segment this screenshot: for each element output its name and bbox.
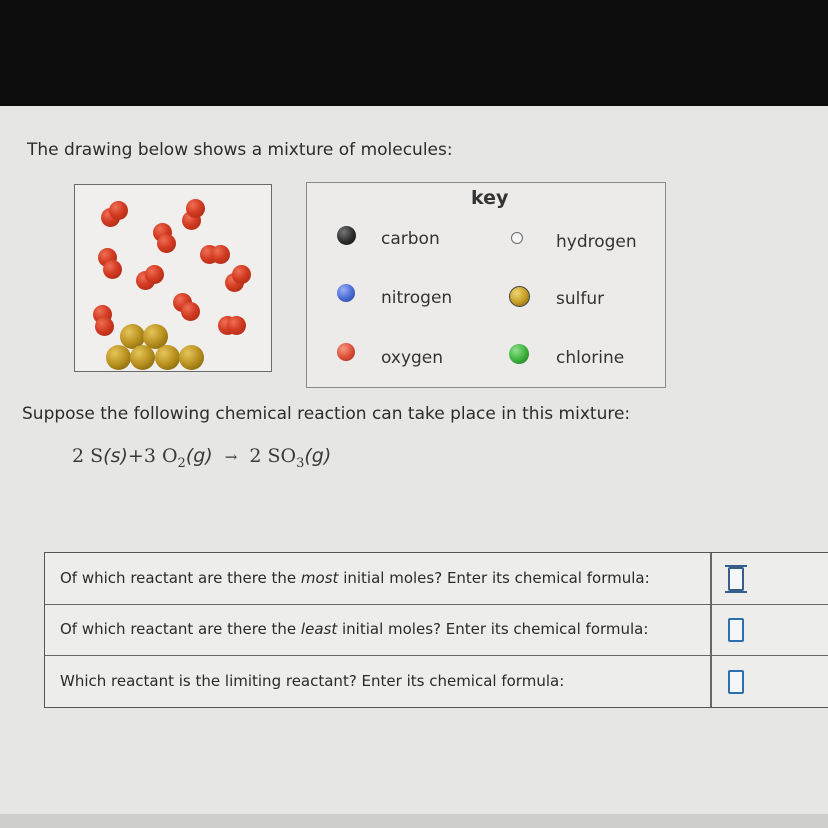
column-divider bbox=[710, 553, 712, 604]
oxygen-atom bbox=[211, 245, 230, 264]
oxygen-atom bbox=[186, 199, 205, 218]
molecule-mixture-drawing bbox=[74, 184, 272, 372]
sulfur-atom bbox=[179, 345, 204, 370]
sulfur-coefficient: 2 S bbox=[72, 445, 104, 467]
question-most-text: Of which reactant are there the most initial moles? Enter its chemical formula: bbox=[60, 569, 650, 587]
answer-row-most bbox=[45, 553, 828, 605]
product-coefficient: 2 SO bbox=[249, 445, 297, 467]
key-label-oxygen: oxygen bbox=[381, 348, 444, 368]
reaction-arrow-icon: → bbox=[224, 448, 238, 466]
chemical-equation bbox=[72, 445, 331, 471]
key-legend bbox=[306, 182, 666, 388]
key-label-nitrogen: nitrogen bbox=[381, 288, 453, 308]
oxygen-atom bbox=[145, 265, 164, 284]
oxygen-atom bbox=[232, 265, 251, 284]
bottom-strip bbox=[0, 814, 828, 828]
oxygen-coefficient: 3 O bbox=[143, 445, 178, 467]
oxygen-atom bbox=[157, 234, 176, 253]
question-limiting-text: Which reactant is the limiting reactant? Enter its chemical formula: bbox=[60, 672, 565, 690]
key-title: key bbox=[471, 187, 509, 209]
answer-input-least[interactable] bbox=[728, 618, 744, 642]
oxygen-atom bbox=[103, 260, 122, 279]
plus-sign: + bbox=[127, 445, 144, 467]
answer-table bbox=[44, 552, 828, 708]
question-least-text: Of which reactant are there the least initial moles? Enter its chemical formula: bbox=[60, 620, 649, 638]
sulfur-atom bbox=[130, 345, 155, 370]
sulfur-state: (s) bbox=[103, 445, 128, 467]
oxygen-atom bbox=[227, 316, 246, 335]
oxygen-subscript: 2 bbox=[177, 455, 186, 471]
answer-input-limiting[interactable] bbox=[728, 670, 744, 694]
oxygen-atom bbox=[109, 201, 128, 220]
answer-row-least bbox=[45, 604, 828, 656]
carbon-ball-icon bbox=[337, 226, 356, 245]
sulfur-atom bbox=[106, 345, 131, 370]
answer-input-most[interactable] bbox=[728, 567, 744, 591]
intro-text: The drawing below shows a mixture of molecules: bbox=[27, 140, 453, 160]
key-label-sulfur: sulfur bbox=[556, 289, 605, 309]
product-subscript: 3 bbox=[296, 455, 305, 471]
oxygen-atom bbox=[181, 302, 200, 321]
column-divider bbox=[710, 604, 712, 655]
key-label-hydrogen: hydrogen bbox=[556, 232, 637, 252]
key-label-carbon: carbon bbox=[381, 229, 440, 249]
sulfur-atom bbox=[155, 345, 180, 370]
key-label-chlorine: chlorine bbox=[556, 348, 625, 368]
reaction-prompt: Suppose the following chemical reaction can take place in this mixture: bbox=[22, 404, 631, 424]
oxygen-state: (g) bbox=[185, 445, 213, 467]
sulfur-ball-icon bbox=[509, 286, 530, 307]
hydrogen-ball-icon bbox=[511, 232, 523, 244]
chlorine-ball-icon bbox=[509, 344, 529, 364]
column-divider bbox=[710, 656, 712, 707]
product-state: (g) bbox=[304, 445, 332, 467]
answer-row-limiting bbox=[45, 656, 828, 707]
oxygen-atom bbox=[95, 317, 114, 336]
nitrogen-ball-icon bbox=[337, 284, 355, 302]
oxygen-ball-icon bbox=[337, 343, 355, 361]
